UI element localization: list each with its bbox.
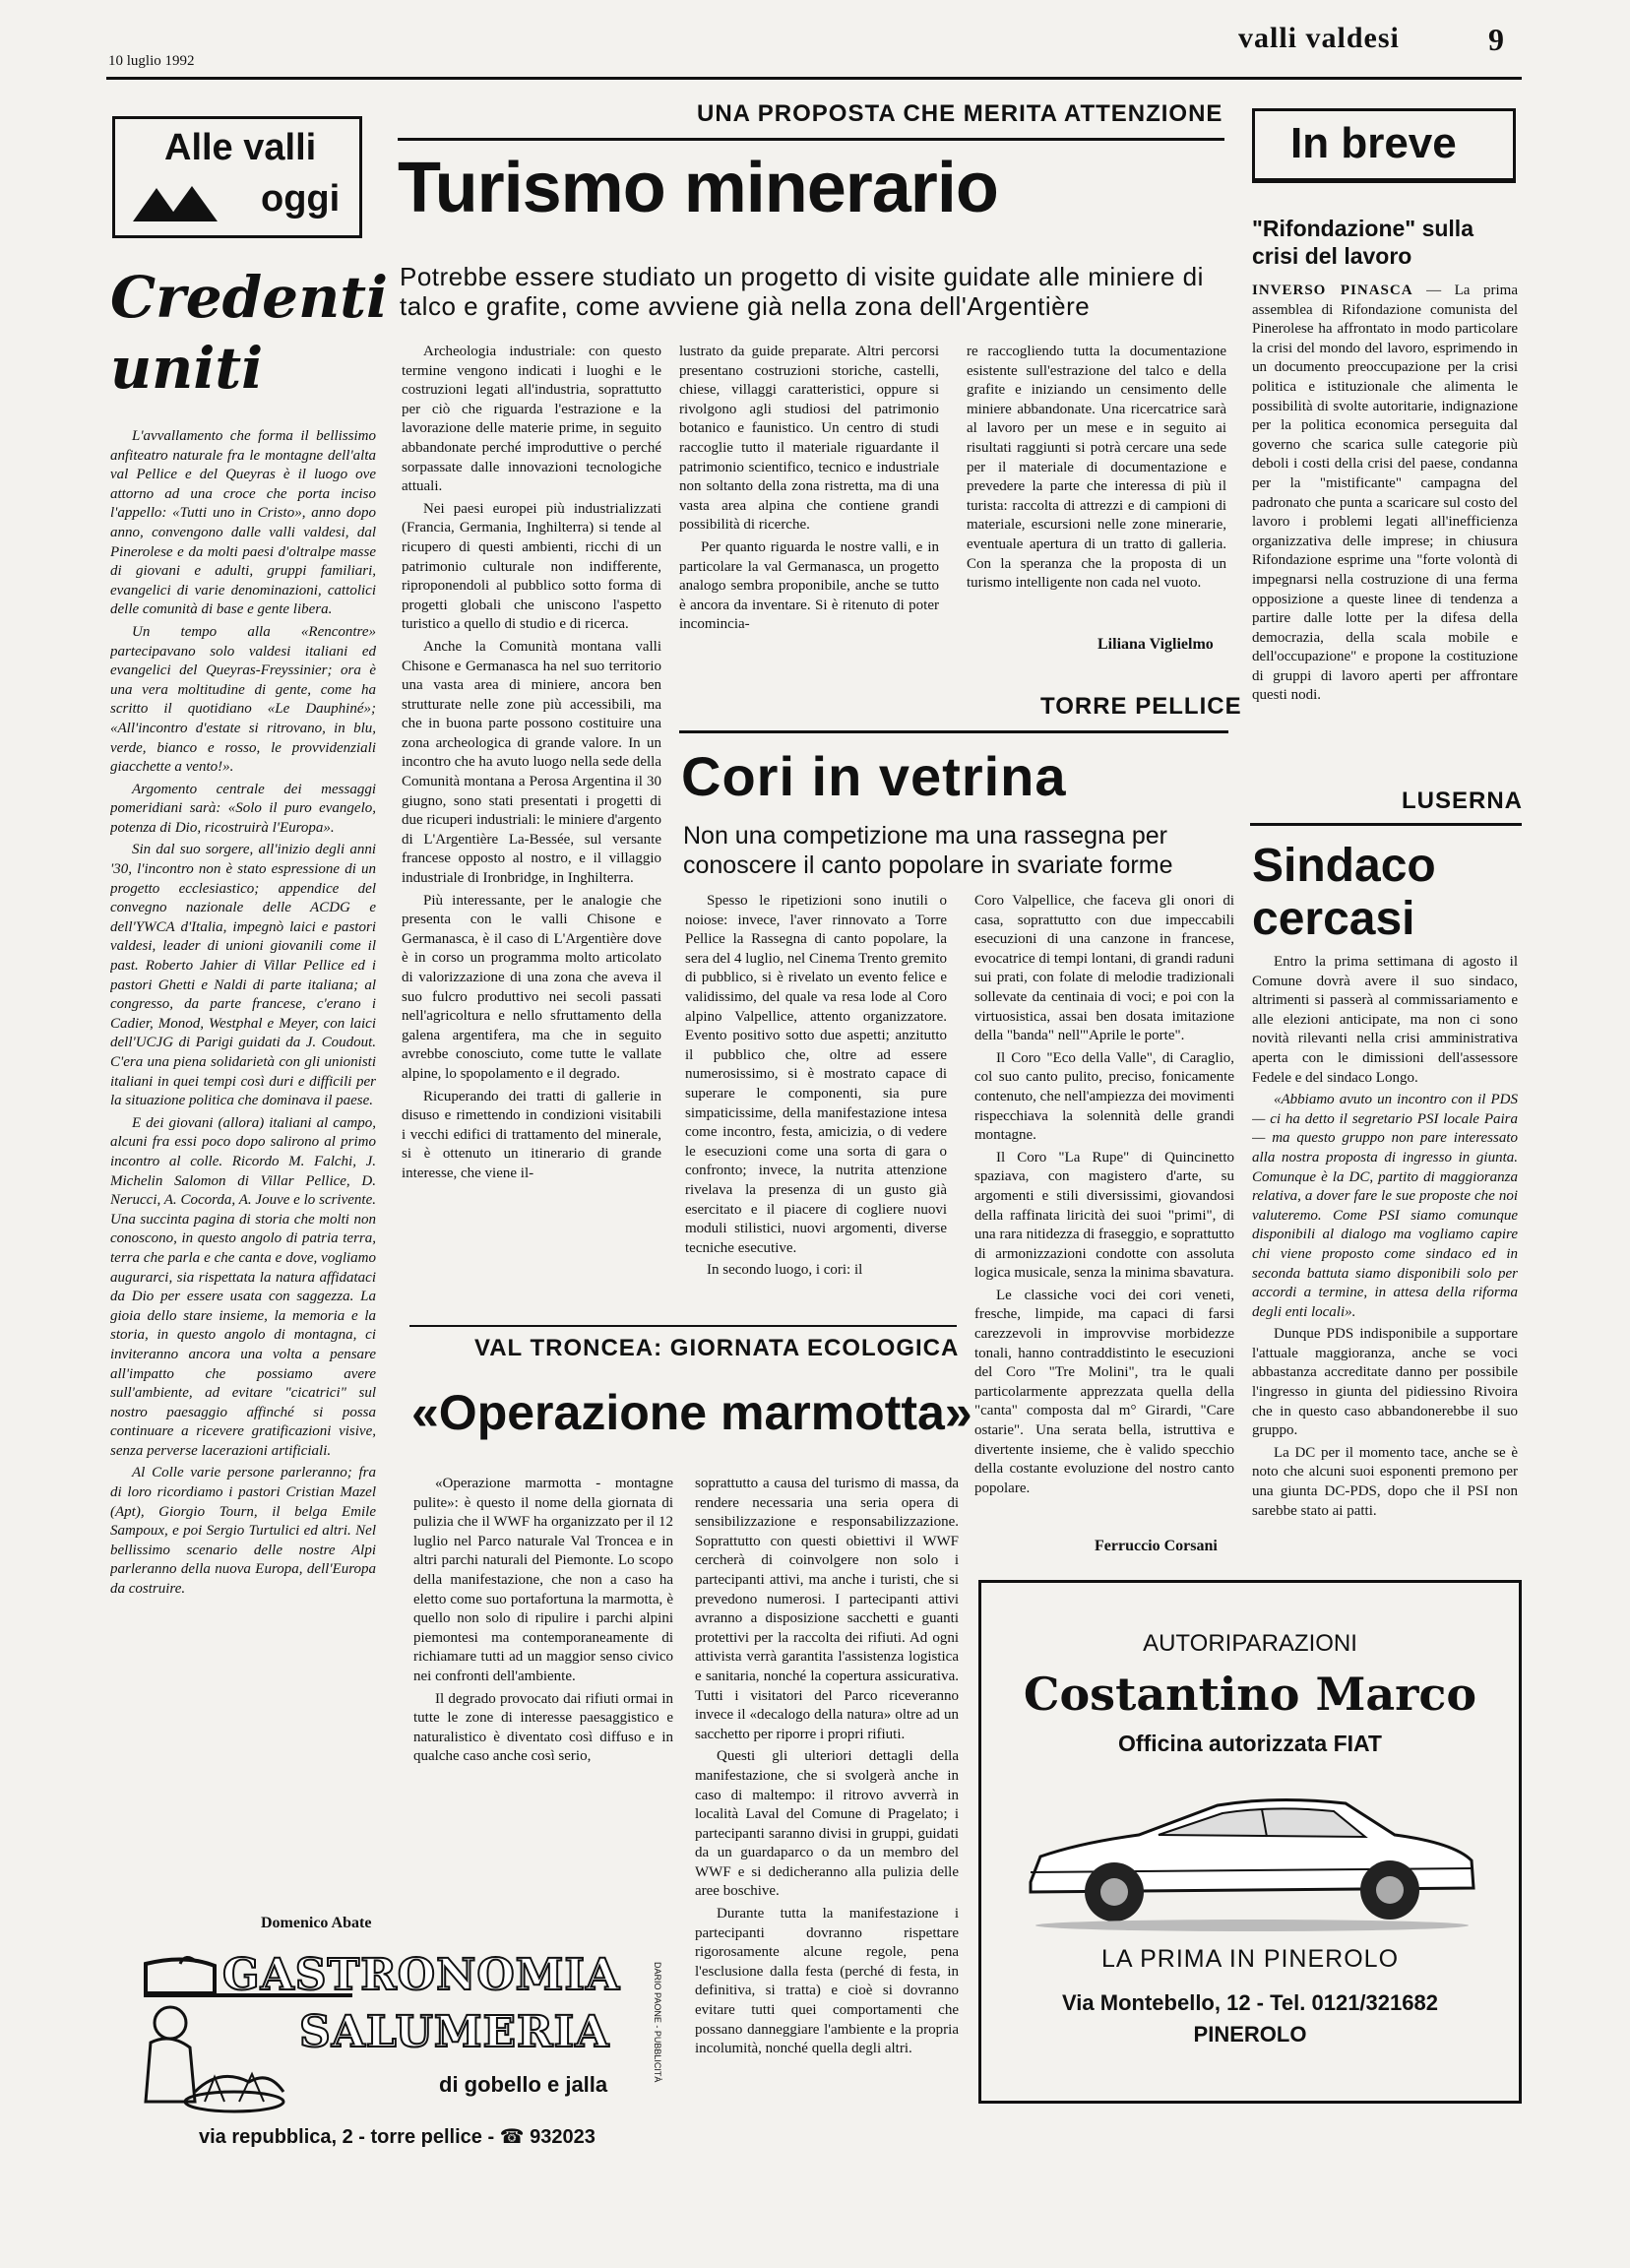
turismo-title: Turismo minerario (398, 149, 998, 227)
cori-kicker-rule (679, 730, 1228, 733)
autoriparazioni-label: AUTORIPARAZIONI (1143, 1630, 1357, 1657)
gastronomia-address: via repubblica, 2 - torre pellice - ☎ 932023 (199, 2126, 596, 2148)
troncea-col-1 (413, 1475, 673, 1868)
credenti-paragraph: Al Colle varie persone parleranno; fra di loro ricordiamo i pastori Cristian Mazel (Apt), Giorgio Tourn, il belga Emile Sampoux, e poi Sergio Turtulici ed altri. Nel bellissimo scenario delle nostre Alpi parleranno della nuova Europa, dell'Europa da costruire. (110, 1465, 376, 1598)
newspaper-name: valli valdesi (1238, 22, 1400, 54)
luserna-title-line1: Sindaco (1252, 840, 1436, 892)
troncea-paragraph: Durante tutta la manifestazione i partecipanti dovranno rispettare rigorosamente alcune regole, pena l'esclusione dalla festa (perché di festa, in definitiva, si tratta) e cioè si dovranno evitare tutti quei comportamenti che possano danneggiare l'ambiente e la propria incolumità, nonché quella degli altri. (695, 1906, 959, 2057)
credenti-paragraph: Argomento centrale dei messaggi pomeridiani sarà: «Solo il puro evangelo, potenza di Dio, ricostruirà l'Europa». (110, 781, 376, 836)
turismo-subtitle: Potrebbe essere studiato un progetto di visite guidate alle miniere di talco e grafite, come avviene già nella zona dell'Argentière (400, 262, 1204, 321)
luserna-paragraph: Dunque PDS indisponibile a supportare l'attuale maggioranza, anche se voci abbastanza accreditate danno per possibile l'ingresso in giunta del pidiessino Rivoira che in questo caso abbandonerebbe il suo gruppo. (1252, 1326, 1518, 1439)
mountains-icon (133, 184, 235, 223)
luserna-title-line2: cercasi (1252, 893, 1415, 945)
alle-valli-box (112, 116, 362, 238)
car-illustration (1021, 1766, 1483, 1933)
cori-paragraph: In secondo luogo, i cori: il (707, 1262, 863, 1279)
in-breve-headline: "Rifondazione" sulla crisi del lavoro (1252, 216, 1473, 269)
autoriparazioni-city: PINEROLO (1193, 2022, 1307, 2047)
issue-date: 10 luglio 1992 (108, 53, 195, 69)
gastronomia-credit: DARIO PAONE - PUBBLICITÀ (653, 1962, 662, 2083)
cori-col-2 (974, 892, 1234, 1536)
credenti-paragraph: Sin dal suo sorgere, all'inizio degli anni '30, l'incontro non è stato espressione di un progetto ecclesiastico; appendice del convegno nazionale delle ACDG e dell'YWCA d'Italia, impegnò laici e pastori valdesi, leader di unioni giovanili come il past. Roberto Jahier di Villar Pellice ed i pastori Ghetti e Naldi di parte italiana; al congresso, da parte francese, c'erano i Cadier, Monod, Westphal e Meyer, con laici dell'UCJG di Parigi guidati da J. Coudout. C'era una piena solidarietà con gli unionisti italiani in quei tempi così duri e difficili per la situazione politica che dominava il paese. (110, 842, 376, 1109)
troncea-paragraph: Il degrado provocato dai rifiuti ormai in tutte le zone di interesse paesaggistico e naturalistico è diventato così diffuso e in qualche caso anche così serio, (413, 1690, 673, 1765)
autoriparazioni-sub: Officina autorizzata FIAT (1118, 1731, 1382, 1756)
turismo-paragraph: lustrato da guide preparate. Altri percorsi presentano costruzioni storiche, castelli, chiese, villaggi caratteristici, oppure si rivolgono agli studiosi del patrimonio botanico e faunistico. Un centro di studi raccoglie tutto il materiale riguardante il patrimonio scientifico, tecnico e industriale non soltanto della zona ristretta, ma di una vasta area alpina che contiene grandi possibilità di ricerche. (679, 344, 939, 534)
credenti-author: Domenico Abate (261, 1915, 372, 1931)
turismo-paragraph: Nei paesi europei più industrializzati (Francia, Germania, Inghilterra) si tende al ricupero di questi ambienti, ricchi di un patrimonio culturale non indifferente, riproponendoli al pubblico sotto forma di progetti globali che uniscono l'aspetto turistico a quello di studio e di ricerca. (402, 500, 661, 633)
credenti-paragraph: Un tempo alla «Rencontre» partecipavano solo valdesi italiani ed evangelici del Queyras-Freyssinier; ora è una vera moltitudine di gente, come ha scritto il quotidiano «Le Dauphiné»; «All'incontro d'estate si ritrovano, in blu, verde, bianco e rosso, le provvidenziali giacchette a vento!». (110, 623, 376, 776)
in-breve-body (1252, 282, 1518, 744)
in-breve-box (1252, 108, 1516, 183)
troncea-kicker: VAL TRONCEA: GIORNATA ECOLOGICA (474, 1335, 960, 1361)
credenti-paragraph: E dei giovani (allora) italiani al campo, alcuni fra essi poco dopo salirono al primo incontro al colle. Ricordo M. Falchi, J. Michelin Salomon di Villar Pellice, D. Nerucci, A. Cocorda, A. Jouve e lo scrivente. Una succinta pagina di storia che molti non conoscono, in questo angolo di patria terra, terra che parla e che canta e dove, vogliamo augurarci, sia rispettata la natura affidataci da Dio per essere usata con saggezza. La gioia dello stare insieme, la memoria e la storia, in questo angolo di montagna, ci inviteranno ancora una volta a pensare all'impatto che possiamo avere sull'ambiente, ad evitare "cicatrici" sul nostro paesaggio affinché si possa continuare a ricevere gratificazioni visive, senza perverse lacerazioni artificiali. (110, 1114, 376, 1459)
troncea-top-rule (409, 1325, 957, 1327)
header-rule (106, 77, 1522, 80)
turismo-col-1 (402, 343, 661, 1276)
alle-valli-oggi: oggi (261, 178, 341, 220)
gastronomia-owners: di gobello e jalla (439, 2072, 608, 2097)
credenti-title-line1: Credenti (110, 264, 389, 331)
luserna-paragraph: Entro la prima settimana di agosto il Comune dovrà avere il suo sindaco, altrimenti si passerà al commissariamento e alle elezioni anticipate, ma non ci sono novità rilevanti nella crisi amministrativa aperta con le dimissioni dell'assessore Fedele e del sindaco Longo. (1252, 954, 1518, 1086)
cori-paragraph: Il Coro "La Rupe" di Quincinetto spaziava, con magistero d'arte, su argomenti e stili diversissimi, giovandosi della raffinata liricità dei suoi "primi", di una rara nitidezza di fraseggio, e soprattutto di armonizzazioni condotte con assoluta logica musicale, senza la minima sbavatura. (974, 1149, 1234, 1282)
turismo-paragraph: Più interessante, per le analogie che presenta con le valli Chisone e Germanasca, è il caso di L'Argentière dove è in corso un programma molto articolato di valorizzazione di una zona che aveva il suo fulcro produttivo nei secoli passati nell'agricoltura e nello sfruttamento della galena argentifera, ma che in seguito avrebbe conosciuto, come tutte le vallate alpine, lo spopolamento e il degrado. (402, 892, 661, 1082)
troncea-paragraph: Questi gli ulteriori dettagli della manifestazione, che si svolgerà anche in caso di maltempo: il ritrovo avverrà in località Laval del Comune di Pragelato; i partecipanti saranno divisi in gruppi, guidati da un guardaparco o da un membro del WWF e si dedicheranno alla pulizia delle aree boschive. (695, 1748, 959, 1900)
luserna-paragraph: «Abbiamo avuto un incontro con il PDS — ci ha detto il segretario PSI locale Paira — ma questo gruppo non pare interessato alla nostra proposta di ingresso in giunta. Comunque è la DC, partito di maggioranza relativa, a dover fare le sue proposte che noi valuteremo. Come PSI siamo comunque disponibili al dialogo ma vogliamo capire chi viene proposto come sindaco ed in seconda battuta siamo disponibili solo per accordi a termine, in attesa della riforma degli enti locali». (1252, 1092, 1518, 1320)
turismo-author: Liliana Viglielmo (1097, 636, 1214, 653)
troncea-paragraph: soprattutto a causa del turismo di massa, da rendere necessaria una seria opera di sensibilizzazione e responsabilizzazione. Soprattutto con questi obiettivi il WWF cercherà di coinvolgere non solo i partecipanti attivi, ma anche i turisti, che si prevedono numerosi. I partecipanti attivi avranno a disposizione sacchetti e guanti protettivi per la raccolta dei rifiuti. Ad ogni attivista verrà garantita l'assistenza logistica e sanitaria, nonché la copertura assicurativa. Tutti i visitatori del Parco riceveranno invece il «decalogo della natura» oltre ad un sacchetto per riporre i propri rifiuti. (695, 1476, 959, 1742)
credenti-title-line2: uniti (110, 335, 264, 402)
luserna-kicker-rule (1250, 823, 1522, 826)
turismo-paragraph: Ricuperando dei tratti di gallerie in disuso e rimettendo in condizioni visitabili i vecchi edifici di trattamento del minerale, si è ottenuto un itinerario di grande interesse, che viene il- (402, 1088, 661, 1181)
in-breve-text: — La prima assemblea di Rifondazione comunista del Pinerolese ha affrontato in modo particolare la crisi del mondo del lavoro, esprimendo in un documento preoccupazione per la crisi politica e istituzionale che alimenta le possibilità di svolte autoritarie, indignazione per la politica economica perseguita dal governo che scarica sulle categorie più deboli i costi della crisi del paese, condanna per la "mistificante" campagna del padronato che punta a scaricare sul costo del lavoro i problemi legati all'inefficienza organizzativa delle imprese; in chiusura Rifondazione esprime una "forte volontà di impegnarsi nella costruzione di una ferma opposizione a queste linee di tendenza a partire dalle lotte per la difesa della democrazia, della scala mobile e dell'occupazione" e propone la costituzione di gruppi di lavoro aperti per affrontare questi nodi. (1252, 283, 1518, 704)
in-breve-dateline: INVERSO PINASCA (1252, 283, 1413, 298)
turismo-col-2 (679, 343, 939, 673)
turismo-paragraph: Archeologia industriale: con questo termine vengono indicati i luoghi e le costruzioni legati all'industria, soprattutto per ciò che riguarda l'estrazione e la lavorazione delle materie prime, in seguito abbandonate perché improduttive o perché sorpassate dalle innovazioni tecnologiche attuali. (402, 344, 661, 495)
turismo-paragraph: Per quanto riguarda le nostre valli, e in particolare la val Germanasca, un progetto analogo sembra proponibile, anche se tutto è ancora da inventare. Si è ritenuto di poter incomincia- (679, 538, 939, 633)
luserna-body (1252, 953, 1518, 1591)
salumeria-title: SALUMERIA (299, 2007, 610, 2057)
gastronomia-title: GASTRONOMIA (222, 1950, 621, 2000)
cori-paragraph: Il Coro "Eco della Valle", di Caraglio, col suo canto pulito, preciso, fonicamente contenuto, che nell'ampiezza dei movimenti rispecchiava la solennità delle grandi montagne. (974, 1049, 1234, 1144)
autoriparazioni-ad (978, 1580, 1522, 2104)
cori-title: Cori in vetrina (681, 745, 1067, 807)
cori-paragraph: Coro Valpellice, che faceva gli onori di casa, soprattutto con due impeccabili esecuzioni di una canzone in francese, evocatrice di tempi lontani, di grandi raduni sui prati, con folate di melodie tradizionali sollevate da centinaia di voci; e poi con la virtuosistica, assai ben dosata imitazione della "banda" nell'"Aprile le porte". (974, 893, 1234, 1044)
cori-paragraph: Spesso le ripetizioni sono inutili o noiose: invece, l'aver rinnovato a Torre Pellice la Rassegna di canto popolare, la sera del 4 luglio, nel Cinema Trento gremito di pubblico, si è rivelato un evento felice e validissimo, del quale va resa lode al Coro alpino Valpellice, attento organizzatore. Evento positivo sotto due aspetti; anzitutto il pubblico che, oltre ad essere numerosissimo, si è mostrato capace di superare le componenti, sia pure simpaticissime, della manifestazione intesa come incontro, festa, amicizia, o di vedere le esecuzioni come una sorta di gara o confronto; invece, la nutrita attenzione rivelava la presenza di un gusto già esercitato e il piacere di cogliere nuovi moduli stilistici, nuovi argomenti, diverse tecniche esecutive. (685, 893, 947, 1256)
troncea-col-2 (695, 1475, 959, 2095)
gastronomia-ad (126, 1950, 677, 2126)
in-breve-title: In breve (1290, 119, 1457, 167)
cori-col-1 (685, 892, 947, 1305)
troncea-paragraph: «Operazione marmotta - montagne pulite»: è questo il nome della giornata di pulizia che il WWF ha organizzato per il 12 luglio nel Parco naturale Val Troncea e in altri parchi naturali del Piemonte. Lo scopo della manifestazione, che non a caso ha eletto come suo portafortuna la marmotta, è quello non solo di ripulire i parchi alpini piemontesi ma contemporaneamente di richiamare tutti ad un maggior senso civico nei confronti dell'ambiente. (413, 1476, 673, 1684)
page-number: 9 (1488, 22, 1504, 57)
autoriparazioni-tagline: LA PRIMA IN PINEROLO (1100, 1945, 1400, 1973)
turismo-col-3 (967, 343, 1226, 628)
credenti-body (110, 427, 376, 1889)
troncea-title: «Operazione marmotta» (411, 1385, 972, 1440)
autoriparazioni-address: Via Montebello, 12 - Tel. 0121/321682 (1062, 1990, 1438, 2015)
luserna-paragraph: La DC per il momento tace, anche se è noto che alcuni suoi esponenti premono per una giunta DC-PDS, dopo che il PSI non sarebbe stato ai patti. (1252, 1444, 1518, 1519)
turismo-paragraph: Anche la Comunità montana valli Chisone e Germanasca ha nel suo territorio una vasta area di miniere, ancora ben strutturate nelle zone più accessibili, ma che in buona parte possono costituire una zona archeologica di grande valore. In un incontro che ha avuto luogo nella sede della Comunità montana a Perosa Argentina il 30 giugno, sono stati presentati i progetti di due ricuperi industriali: le miniere d'argento di L'Argentière La-Bessée, sul versante francese opposto al nostro, e il villaggio industriale di Ironbridge, in Inghilterra. (402, 638, 661, 887)
turismo-paragraph: re raccogliendo tutta la documentazione esistente sull'estrazione del talco e della grafite e iniziando un censimento delle miniere abbandonate. Una ricercatrice sarà al lavoro per un mese e in seguito ai risultati raggiunti si potrà cercare una sede per il materiale di documentazione e prevedere la parte che interessa di più il turista: raccolta di attrezzi e di campioni di materiale, escursioni nelle zone minerarie, eventuale apertura di un tratto di galleria. Con la speranza che la proposta di un turismo intelligente non cada nel vuoto. (967, 344, 1226, 592)
cori-paragraph: Le classiche voci dei cori veneti, fresche, limpide, ma capaci di farsi carezzevoli in improvvise morbidezze tonali, hanno contraddistinto le esecuzioni del Coro "Tre Molini", tra le quali particolarmente apprezzata quella della "canta" composta dal m° Girardi, "Care ostarie". Una serata bella, istruttiva e divertente insieme, che è valido specchio della costante evoluzione del nostro canto popolare. (974, 1287, 1234, 1496)
turismo-kicker-rule (398, 138, 1224, 141)
luserna-kicker: LUSERNA (1402, 788, 1524, 814)
alle-valli-title: Alle valli (164, 127, 317, 168)
cori-kicker: TORRE PELLICE (1040, 693, 1242, 720)
credenti-paragraph: L'avvallamento che forma il bellissimo anfiteatro naturale fra le montagne dell'alta val Pellice e del Queyras è il luogo ove attorno ad una croce che porta inciso l'appello: «Tutti uno in Cristo», anno dopo anno, convengono dalle valli valdesi, dal Pinerolese e da molti paesi d'oltralpe masse di giovani e adulti, gruppi familiari, evangelici di varie denominazioni, cattolici delle comunità di base e gente libera. (110, 428, 376, 618)
cori-subtitle: Non una competizione ma una rassegna per conoscere il canto popolare in svariate forme (683, 822, 1173, 879)
turismo-kicker: UNA PROPOSTA CHE MERITA ATTENZIONE (697, 100, 1223, 127)
autoriparazioni-name: Costantino Marco (1023, 1668, 1477, 1721)
cori-author: Ferruccio Corsani (1095, 1538, 1218, 1554)
